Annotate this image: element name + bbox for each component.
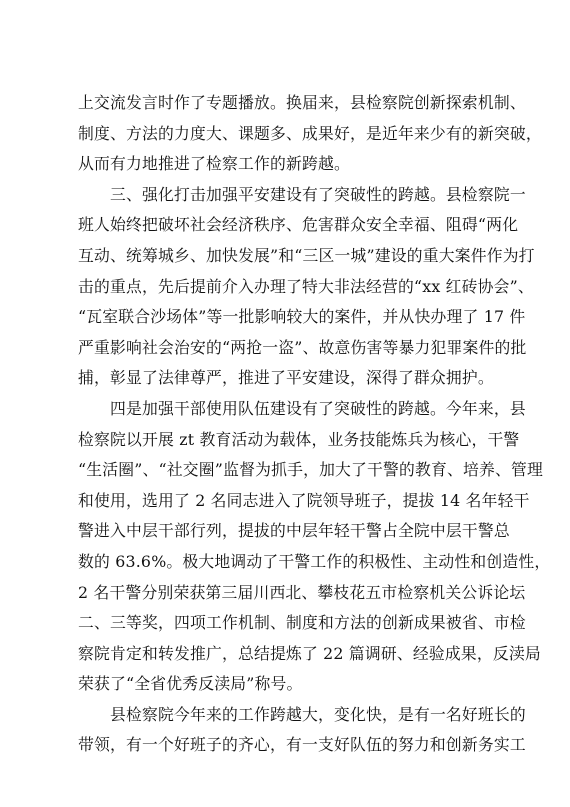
text-line-15: 警进入中层干部行列，提拔的中层年轻干警占全院中层干警总 [78,521,510,541]
text-line-18: 二、三等奖，四项工作机制、制度和方法的创新成果被省、市检 [78,613,526,633]
text-line-11: 四是加强干部使用队伍建设有了突破性的跨越。今年来，县 [110,398,526,418]
text-line-21: 县检察院今年来的工作跨越大，变化快，是有一名好班长的 [110,704,526,724]
text-line-12: 检察院以开展 zt 教育活动为载体，业务技能炼兵为核心，干警 [78,429,520,449]
text-line-5: 班人始终把破坏社会经济秩序、危害群众安全幸福、阻碍“两化 [78,215,519,235]
text-line-13: “生活圈”、“社交圈”监督为抓手，加大了干警的教育、培养、管理 [78,460,544,480]
text-line-9: 严重影响社会治安的“两抢一盗”、故意伤害等暴力犯罪案件的批 [78,337,527,357]
text-line-19: 察院肯定和转发推广，总结提炼了 22 篇调研、经验成果，反渎局 [78,643,541,663]
text-line-20: 荣获了“全省优秀反渎局”称号。 [78,674,303,694]
text-line-1: 上交流发言时作了专题播放。换届来，县检察院创新探索机制、 [78,93,526,112]
text-line-17: 2 名干警分别荣获第三届川西北、攀枝花五市检察机关公诉论坛 [78,582,526,602]
text-line-22: 带领，有一个好班子的齐心，有一支好队伍的努力和创新务实工 [78,735,526,755]
text-line-2: 制度、方法的力度大、课题多、成果好，是近年来少有的新突破， [78,123,542,143]
text-line-10: 捕，彰显了法律尊严，推进了平安建设，深得了群众拥护。 [78,368,494,388]
text-line-16: 数的 63.6%。极大地调动了干警工作的积极性、主动性和创造性， [78,551,551,571]
text-line-14: 和使用，选用了 2 名同志进入了院领导班子，提拔 14 名年轻干 [78,490,530,510]
text-line-7: 击的重点，先后提前介入办理了特大非法经营的“xx 红砖协会”、 [78,276,534,296]
text-line-6: 互动、统筹城乡、加快发展”和“三区一城”建设的重大案件作为打 [78,245,535,265]
text-line-4: 三、强化打击加强平安建设有了突破性的跨越。县检察院一 [110,184,526,204]
body-text [78,88,551,761]
text-line-3: 从而有力地推进了检察工作的新跨越。 [78,154,350,174]
text-line-8: “瓦室联合沙场体”等一批影响较大的案件，并从快办理了 17 件 [78,307,526,327]
